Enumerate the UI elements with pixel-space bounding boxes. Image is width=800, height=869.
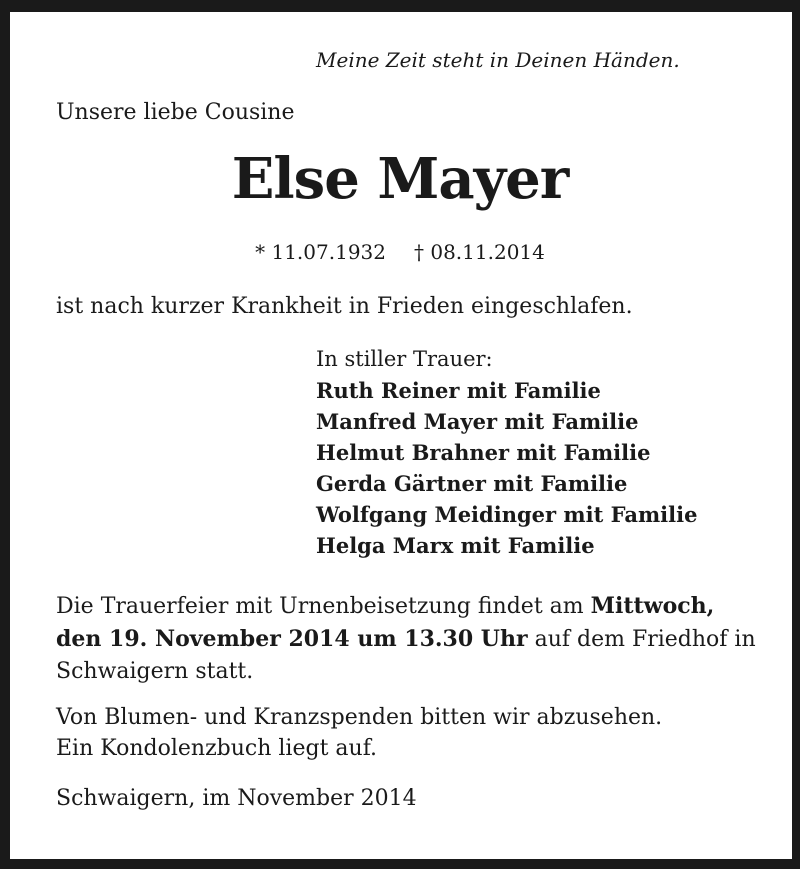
life-dates: [0, 240, 800, 264]
place-date: Schwaigern, im November 2014: [56, 786, 417, 811]
notes: [56, 702, 662, 764]
service-text: Die Trauerfeier mit Urnenbeisetzung findet am: [56, 594, 591, 619]
intro-line: Unsere liebe Cousine: [56, 100, 295, 125]
deceased-name: Else Mayer: [231, 146, 569, 212]
death-date: † 08.11.2014: [414, 240, 545, 264]
service-info: [56, 590, 776, 688]
service-location: auf dem Friedhof in: [527, 627, 756, 652]
family-entry: Gerda Gärtner mit Familie: [316, 471, 628, 496]
service-datetime: den 19. November 2014 um 13.30 Uhr: [56, 626, 528, 652]
motto: Meine Zeit steht in Deinen Händen.: [316, 48, 680, 72]
family-entry: Manfred Mayer mit Familie: [316, 409, 639, 434]
service-town: Schwaigern statt.: [56, 659, 254, 684]
family-entry: Helga Marx mit Familie: [316, 533, 595, 558]
mourners-list: [316, 344, 697, 561]
birth-date: * 11.07.1932: [255, 240, 386, 264]
note-line: Von Blumen- und Kranzspenden bitten wir abzusehen.: [56, 705, 663, 730]
family-entry: Helmut Brahner mit Familie: [316, 440, 651, 465]
family-entry: Ruth Reiner mit Familie: [316, 378, 601, 403]
family-entry: Wolfgang Meidinger mit Familie: [316, 502, 698, 527]
passing-text: ist nach kurzer Krankheit in Frieden eingeschlafen.: [56, 294, 633, 319]
mourning-lead: In stiller Trauer:: [316, 347, 493, 371]
service-day: Mittwoch,: [590, 593, 715, 619]
note-line: Ein Kondolenzbuch liegt auf.: [56, 736, 378, 761]
